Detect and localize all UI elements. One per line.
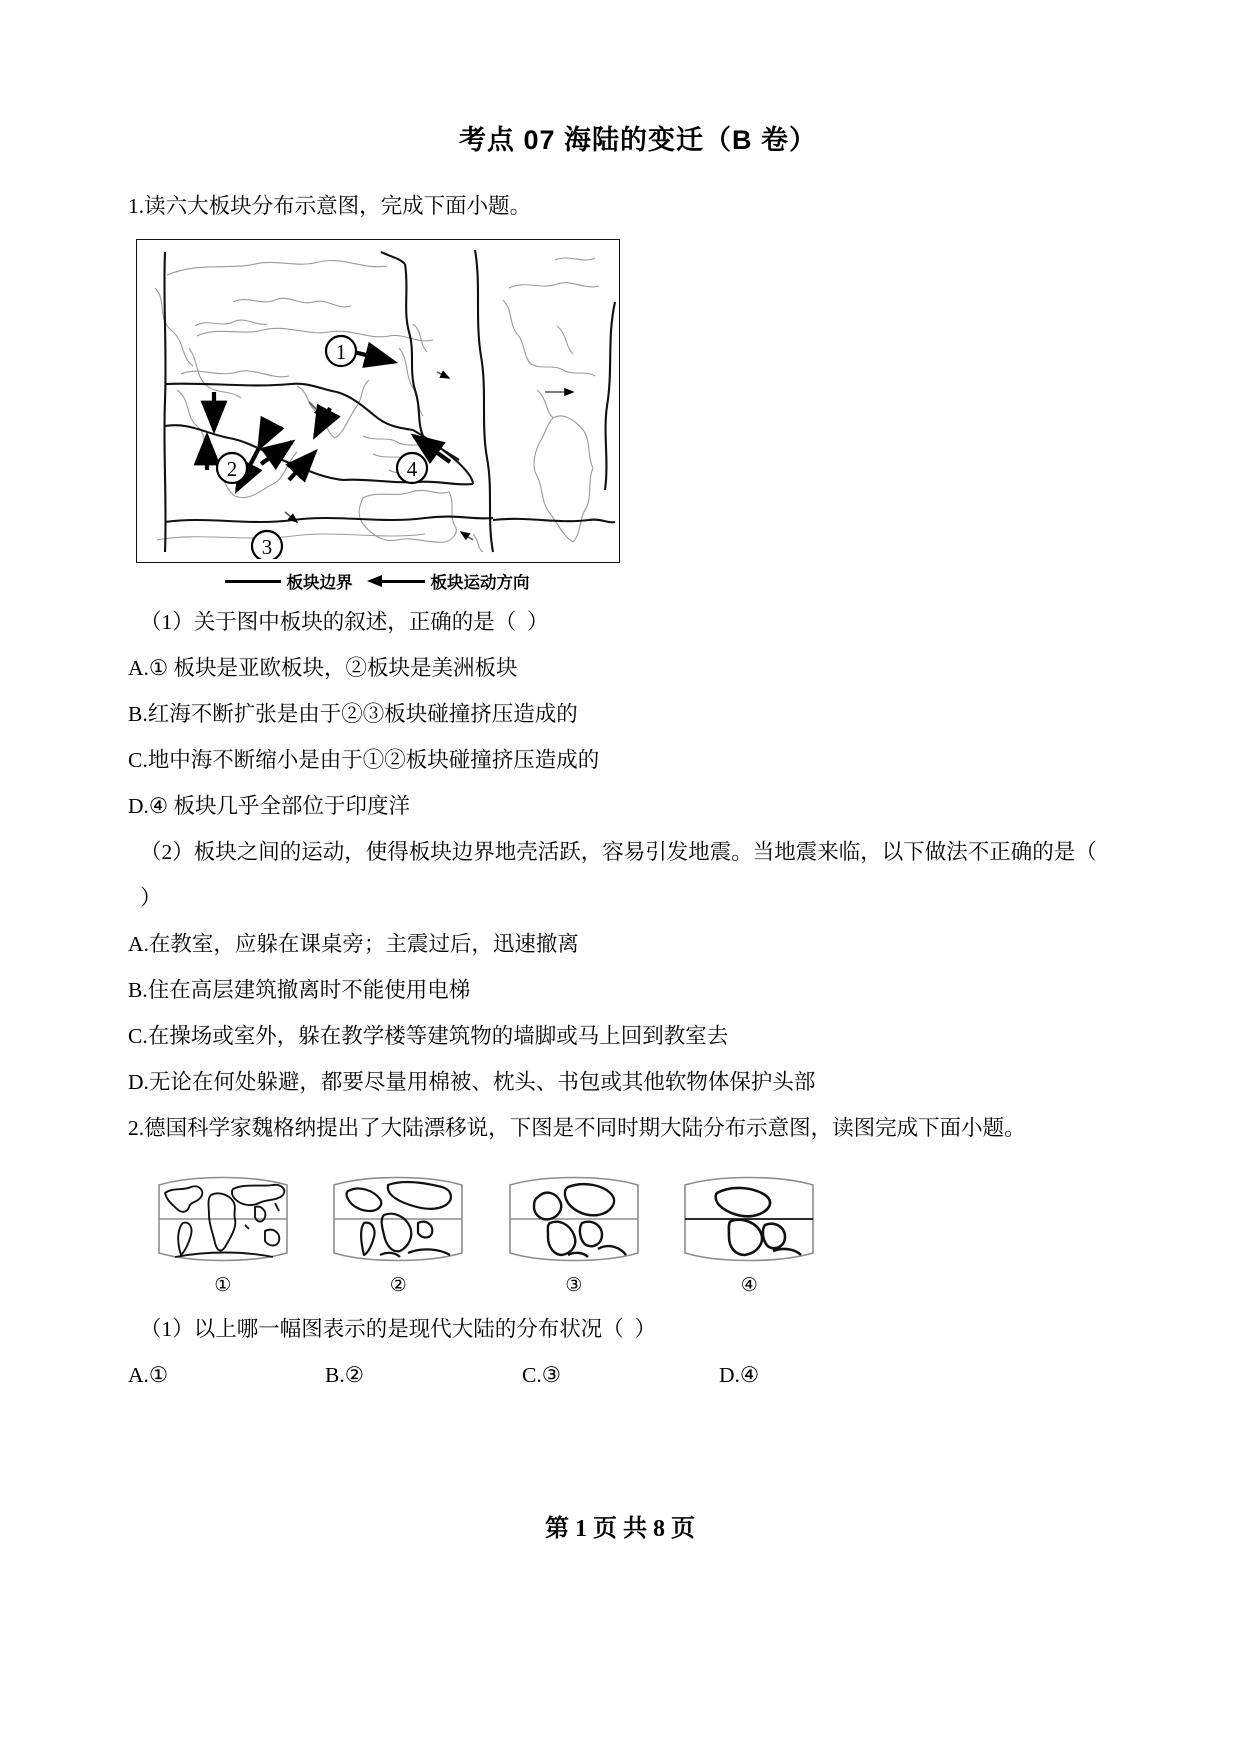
legend-boundary-label: 板块边界	[286, 574, 353, 592]
question-2-sub-1-prompt: （1）以上哪一幅图表示的是现代大陆的分布状况（ ）	[140, 1317, 657, 1341]
plate-boundary-line-icon	[225, 580, 281, 583]
globe-stage-2	[312, 1167, 486, 1300]
question-2-stem: 2.德国科学家魏格纳提出了大陆漂移说，下图是不同时期大陆分布示意图，读图完成下面小题。	[128, 1116, 1026, 1140]
question-1-sub-2-option-c: C.在操场或室外，躲在教学楼等建筑物的墙脚或马上回到教室去	[128, 1024, 729, 1048]
page-title: 考点 07 海陆的变迁（B 卷）	[458, 125, 818, 155]
question-2-sub-1-option-b: B.②	[325, 1363, 364, 1387]
globe-3-label: ③	[565, 1275, 583, 1296]
page-content	[128, 118, 1118, 1398]
question-1-sub-1-option-a: A.① 板块是亚欧板块，②板块是美洲板块	[128, 656, 518, 680]
question-1-sub-2-prompt: （2）板块之间的运动，使得板块边界地壳活跃，容易引发地震。当地震来临，以下做法不正确的是（ ）	[140, 840, 1108, 910]
svg-text:1: 1	[335, 340, 347, 364]
plate-map-box	[136, 239, 620, 563]
plate-map-legend	[136, 569, 618, 593]
svg-text:4: 4	[406, 457, 418, 481]
figure-six-plates-map	[128, 239, 1118, 593]
svg-text:2: 2	[226, 457, 238, 481]
question-2-sub-1-option-c: C.③	[522, 1363, 561, 1387]
legend-motion-label: 板块运动方向	[430, 574, 530, 592]
plate-motion-arrow-icon	[367, 575, 425, 587]
question-1-sub-2-option-d: D.无论在何处躲避，都要尽量用棉被、枕头、书包或其他软物体保护头部	[128, 1070, 816, 1094]
globe-1-label: ①	[214, 1275, 232, 1296]
legend-motion	[367, 569, 530, 593]
globe-4-svg	[673, 1167, 825, 1271]
question-2-sub-1-option-d: D.④	[719, 1363, 760, 1387]
svg-text:3: 3	[261, 535, 273, 559]
legend-boundary	[225, 569, 353, 593]
question-1-sub-1-option-c: C.地中海不断缩小是由于①②板块碰撞挤压造成的	[128, 748, 600, 772]
question-2-sub-1-options	[128, 1352, 1118, 1398]
question-1-sub-2-option-a: A.在教室，应躲在课桌旁；主震过后，迅速撤离	[128, 932, 579, 956]
globe-4-label: ④	[740, 1275, 758, 1296]
globe-stage-1	[136, 1167, 310, 1300]
globe-stage-4	[663, 1167, 837, 1300]
question-1-sub-1-prompt: （1）关于图中板块的叙述，正确的是（ ）	[140, 610, 549, 634]
question-1-sub-2-option-b: B.住在高层建筑撤离时不能使用电梯	[128, 978, 471, 1002]
plate-map-svg	[137, 240, 616, 559]
question-1-stem: 1.读六大板块分布示意图，完成下面小题。	[128, 194, 532, 218]
globe-stage-3	[487, 1167, 661, 1300]
question-1-sub-1-option-b: B.红海不断扩张是由于②③板块碰撞挤压造成的	[128, 702, 578, 726]
page-footer: 第 1 页 共 8 页	[545, 1516, 695, 1542]
globes-row	[136, 1167, 836, 1300]
globe-2-label: ②	[389, 1275, 407, 1296]
globe-2-svg	[322, 1167, 474, 1271]
figure-continental-drift	[128, 1167, 1118, 1300]
globe-3-svg	[498, 1167, 650, 1271]
question-1-sub-1-option-d: D.④ 板块几乎全部位于印度洋	[128, 794, 411, 818]
globe-1-svg	[147, 1167, 299, 1271]
question-2-sub-1-option-a: A.①	[128, 1363, 169, 1387]
